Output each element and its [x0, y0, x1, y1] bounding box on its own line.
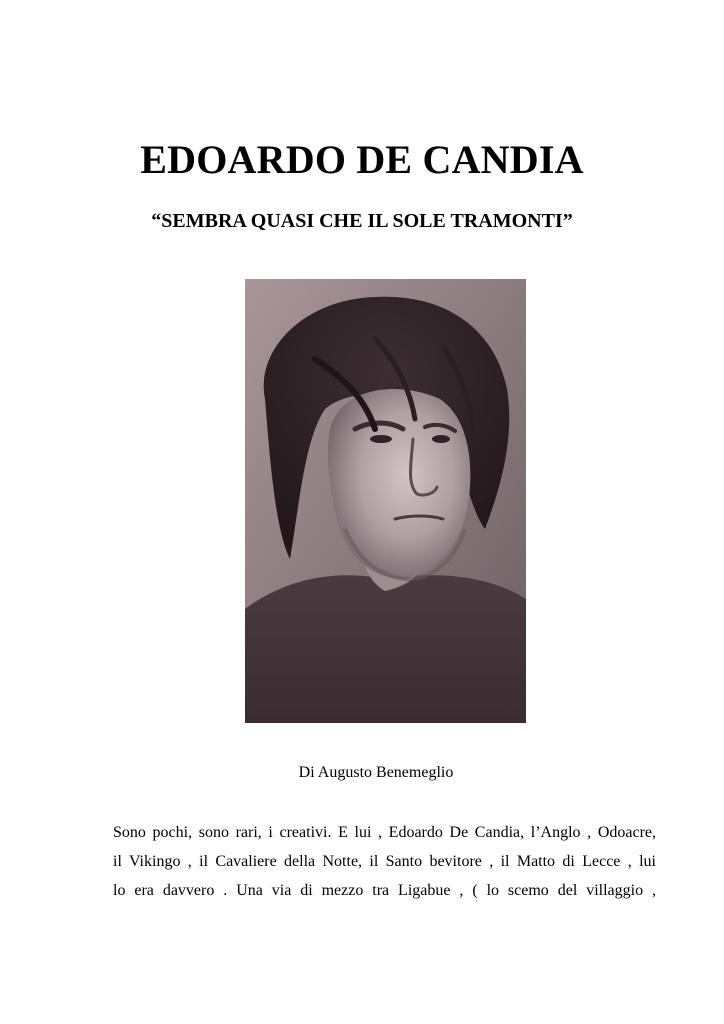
- body-line: il Vikingo , il Cavaliere della Notte, il Santo bevitore , il Matto di Lecce , lui: [113, 853, 656, 870]
- body-line: Sono pochi, sono rari, i creativi. E lui , Edoardo De Candia, l’Anglo , Odoacre,: [113, 824, 656, 841]
- portrait-photo: [245, 279, 526, 723]
- body-paragraph: [113, 818, 656, 905]
- body-line: lo era davvero . Una via di mezzo tra Ligabue , ( lo scemo del villaggio ,: [113, 882, 656, 899]
- author-byline: Di Augusto Benemeglio: [298, 764, 454, 781]
- portrait-image: [245, 279, 526, 723]
- document-subtitle: “SEMBRA QUASI CHE IL SOLE TRAMONTI”: [151, 210, 573, 232]
- document-title: EDOARDO DE CANDIA: [140, 137, 584, 182]
